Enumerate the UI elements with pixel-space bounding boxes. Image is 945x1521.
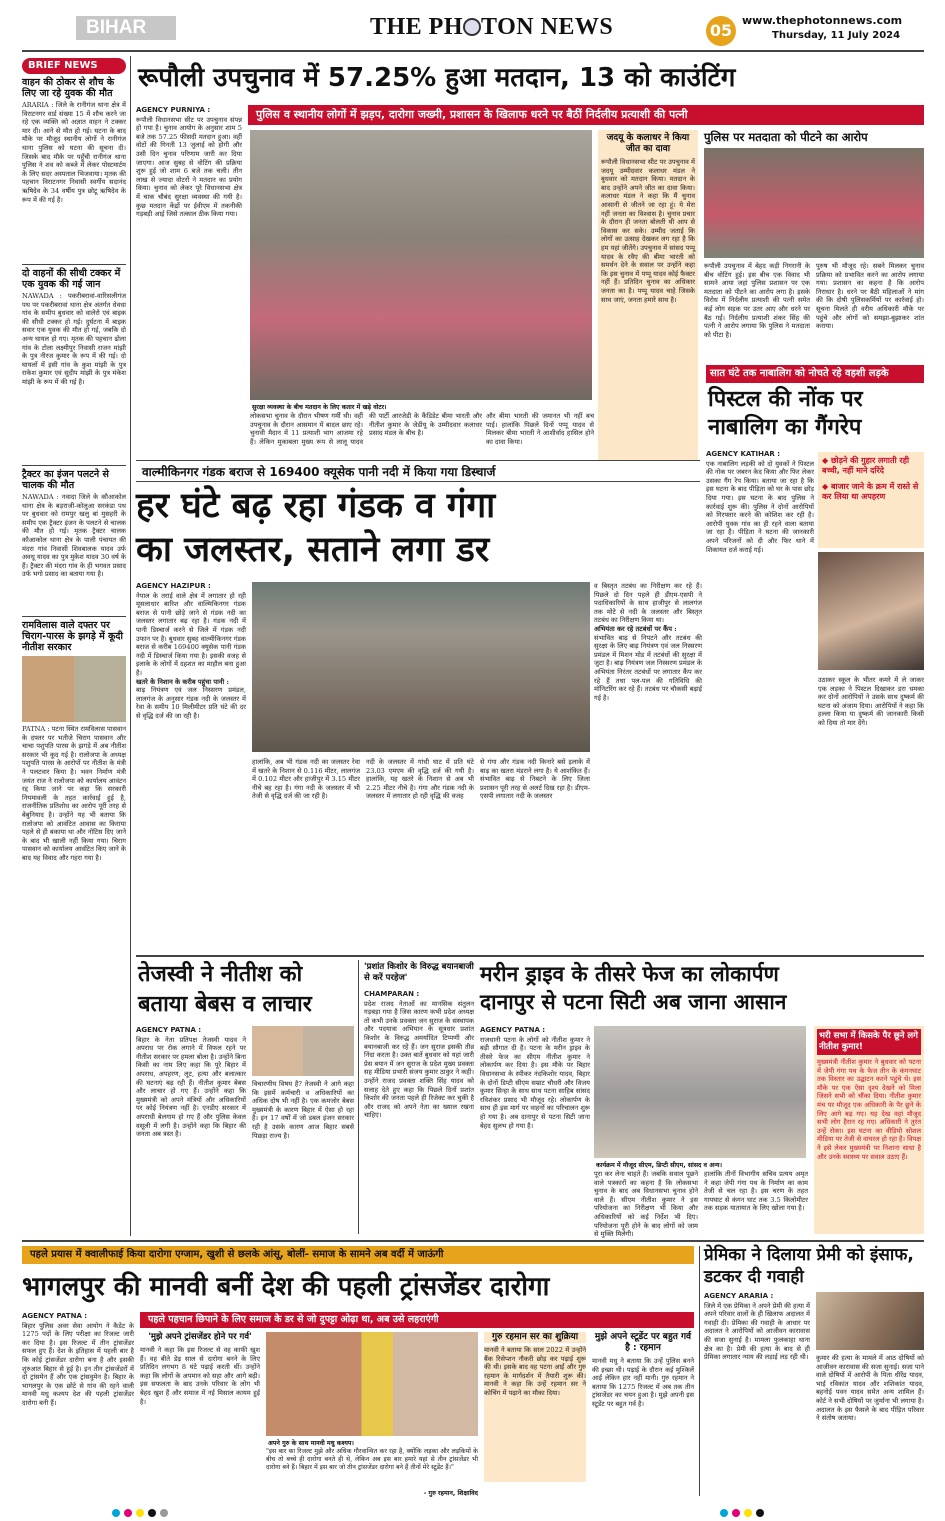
- lead-box-headline: जदयू के कलाधर ने किया जीत का दावा: [606, 133, 690, 154]
- brief-body: ARARIA : जिले के रानीगंज थाना क्षेत्र में विराटनगर वार्ड संख्या 15 में शौच करने जा रहे एक व्यक्ति को अज्ञात वाहन ने टक्कर मार दी। आने से मौत हो गई। घटना के बाद मौके पर मौजूद स्थानीय लोगों ने रानीगंज थाना पुलिस को घटना की सूचना दी। जिसके बाद मौके पर पहुँची रानीगंज थाना पुलिस ने शव को कब्जे में लेकर पोस्टमार्टम के लिए सदर अस्पताल भिजवाया। मृतक की पहचान विराटनगर निवासी स्वर्गीय सदानंद ऋषिदेव के 34 वर्षीय पुत्र छोटू ऋषिदेव के रूप में की गई है।: [22, 101, 126, 204]
- distressed-girl-photo: [818, 552, 924, 670]
- section-label: BIHAR: [76, 16, 176, 40]
- gandak-headline-2: का जलस्तर, सताने लगा डर: [136, 530, 490, 570]
- manvi-body-1: AGENCY PATNA : बिहार पुलिस अवर सेवा आयोग ने कैडेट के 1275 पदों के लिए परीक्षा का रिजल्ट जारी कर दिया है। इस रिजल्ट में तीन ट्रांसजेंडर सफल हुए हैं। देश के इतिहास में पहली बार है कि कोई ट्रांसजेंडर दारोगा बना है और इसकी शुरुआत बिहार से हुई है। इन तीन ट्रांसजेंडरों में दो ट्रांसमेन हैं और एक ट्रांसवुमेन है। बिहार के भागलपुर के एक छोटे से गांव की रहने वाली मानवी मधु कश्यप देश की पहली ट्रांसजेंडर दारोगा बनी हैं।: [22, 1312, 134, 1407]
- header-rule: [22, 50, 924, 52]
- premika-headline: प्रेमिका ने दिलाया प्रेमी को इंसाफ, डटकर दी गवाही: [704, 1245, 914, 1287]
- manvi-photo-caption: अपने गुरु के साथ मानवी मधु कश्यप।: [268, 1440, 354, 1447]
- beating-headline: पुलिस पर मतदाता को पीटने का आरोप: [704, 130, 868, 144]
- rahman-box: [592, 1332, 694, 1496]
- manvi-photo: [266, 1332, 478, 1436]
- gangrape-body-1: AGENCY KATIHAR : एक नाबालिग लड़की को दो युवकों ने पिस्टल की नोक पर जबरन केद किया और फिर लेकर उसका गैंग रेप किया। बताया जा रहा है कि इस घटना के बाद पीड़िता को घर के पास छोड़ दिया गया। इस घटना के बाद पुलिस ने कार्रवाई शुरू की। पुलिस ने दोनों आरोपियों को गिरफ्तार करने की कोशिश कर रही है। आरोपी युवक गांव का ही रहने वाला बताया जा रहा है। पीड़िता ने घटना की जानकारी अपने परिजनों को दी और फिर थाने में शिकायत दर्ज कराई गई।: [706, 450, 814, 554]
- print-registration-marks: [112, 1502, 352, 1512]
- gandak-body-5: से गंगा और गंडक नदी किनारे बसे इलाके में बाढ़ का खतरा मंडराने लगा है। ये आशंकित हैं। संभावित बाढ़ से निबटने के लिए जिला प्रशासन पूरी तरह से अलर्ट दिख रहा है। डीएम-एसपी लगातार नदी के जलस्तर: [480, 758, 590, 801]
- lead-headline: रूपौली उपचुनाव में 57.25% हुआ मतदान, 13 को काउंटिंग: [138, 63, 736, 93]
- gandak-subbanner: वाल्मीकिनगर गंडक बराज से 169400 क्यूसेक पानी नदी में किया गया डिस्चार्ज: [136, 460, 700, 482]
- rahman-headline: मुझे अपने स्टूडेंट पर बहुत गर्व है : रहमान: [594, 1332, 692, 1353]
- marine-photo-caption: कार्यक्रम में मौजूद सीएम, डिप्टी सीएम, सांसद व अन्य।: [596, 1162, 722, 1169]
- lead-body-4: और बीमा भारती की जमानत भी नहीं बच पाई। हालांकि पिछले दिनों पप्पू यादव से मिलकर बीमा भारती ने आशीर्वाद हासिल होने का दावा किया।: [486, 412, 594, 446]
- masthead: THE PH TON NEWS: [370, 14, 614, 40]
- tejashwi-headline: तेजस्वी ने नीतीश को बताया बेबस व लाचार: [138, 962, 312, 1017]
- voters-photo: [250, 130, 592, 400]
- rahman-body: मानवी मधु ने बताया कि उन्हें पुलिस बनने की इच्छा थी। पढ़ाई के दौरान कई मुश्किलें आईं लेकिन हार नहीं मानी। गुरु रहमान ने बताया कि 1275 रिजल्ट में अब तक तीन ट्रांसजेंडर का चयन हुआ है। मुझे अपनी इस स्टूडेंट पर बहुत गर्व है।: [592, 1357, 694, 1408]
- brief-news-label: BRIEF NEWS: [22, 58, 126, 74]
- premika-body-2: कुमार की हत्या के मामले में आठ दोषियों को आजीवन कारावास की सजा सुनाई। सजा पाने वाले दोषियों में आरोपी के पिता धीरेंद्र यादव, भाई रविकांत यादव और शशिकांत यादव, बहनोई पवन यादव समेत अन्य शामिल हैं। कोर्ट ने सभी दोषियों पर जुर्माना भी लगाया है। अदालत के इस फैसले के बाद पीड़ित परिवार ने संतोष जताया।: [816, 1354, 924, 1423]
- issue-date: Thursday, 11 July 2024: [772, 30, 901, 41]
- lead-body-1: AGENCY PURNIYA : रूपौली विधानसभा सीट पर उपचुनाव संपन्न हो गया है। चुनाव आयोग के अनुसार शाम 5 बजे तक 57.25 फीसदी मतदान हुआ। वहीं वोटों की गिनती 13 जुलाई को होगी और उसी दिन चुनाव परिणाम जारी कर दिया जाएगा। आज सुबह से वोटिंग की प्रक्रिया शुरू हुई जो शाम 6 बजे तक चली। तीन लाख से ज्यादा वोटरों ने मतदान का प्रयोग किया। चुनाव को लेकर पूरे विधानसभा क्षेत्र में चाक चौबंद सुरक्षा व्यवस्था की गयी है। कुछ मतदान केंद्रों पर ईवीएम में तकनीकी गड़बड़ी आई जिसे तत्काल ठीक किया गया।: [136, 106, 242, 219]
- manvi-subsub: पहले पहचान छिपाने के लिए समाज के डर से जो दुपट्टा ओढ़ा था, अब उसे लहराएंगी: [140, 1312, 694, 1328]
- pk-body: CHAMPARAN : प्रदेश राजद नेताओं का मानसिक संतुलन गड़बड़ा गया है जिस कारण कभी प्रदेश अध्यक्ष तो कभी उनके प्रवक्ता जन सुराज के संस्थापक और पदयात्रा अभियान के सूत्रधार प्रशांत किशोर के विरुद्ध अमर्यादित टिप्पणी और बयानबाजी कर रहे हैं। जन सुराज इसकी तीव्र निंदा करता है। उक्त बातें बुधवार को यहां जारी प्रेस बयान में जन सुराज के प्रदेश मुख्य प्रवक्ता सह मीडिया प्रभारी संजय कुमार ठाकुर ने कही। उन्होंने राजद प्रवक्ता शक्ति सिंह यादव को सलाह देते हुए कहा कि पिछले दिनों प्रशांत किशोर की जनता पहले ही रिजेक्ट कर चुकी है और राजद को अपने नेता का ख्याल रखना चाहिए।: [364, 990, 474, 1120]
- lead-box-body: रूपौली विधानसभा सीट पर उपचुनाव में जदयू उम्मीदवार कलाधर मंडल ने बुधवार को मतदान किया। मतदान के बाद उन्होंने अपने जीत का दावा किया। कलाधर मंडल ने कहा कि मैं चुनाव आसानी से जीतने जा रहा हूं। ये मेरा नहीं जनता का विश्वास है। चुनाव प्रचार के दौरान ही जनता बोलती थी आप से विकास कर सके। उम्मीद जताई कि लोगों का उत्साह देखकर लग रहा है कि हम यहां जीतेंगे। उपचुनाव में सांसद पप्पू यादव के रवैए की बीमा भारती को समर्थन देने के सवाल पर उन्होंने कहा कि इस चुनाव में पप्पू यादव कोई फैक्टर नहीं हैं। प्रतिदिन चुनाव का अधिकार जनता का है। पप्पू यादव चाहे जिसके साथ जाएं, जनता हमारे साथ है।: [601, 158, 695, 304]
- gandak-body-4: नदी के जलस्तर में गांधी घाट में प्रति घंटे 23.03 एमएम की वृद्धि दर्ज की गयी है। हालांकि, यह खतरे के निशान से अब भी 2.25 मीटर नीचे है। गंगा और गंडक नदी के जलस्तर में लगातार हो रही वृद्धि की वजह: [366, 758, 474, 801]
- lead-subbanner: पुलिस व स्थानीय लोगों में झड़प, दारोगा जख्मी, प्रशासन के खिलाफ धरने पर बैठीं निर्दलीय प्रत्याशी की पत्नी: [248, 105, 924, 125]
- manvi-quote-headline: 'मुझे अपने ट्रांसजेंडर होने पर गर्व': [148, 1332, 252, 1342]
- brief-headline: ट्रैक्टर का इंजन पलटने से चालक की मौत: [22, 469, 109, 491]
- gandak-body-3: हालांकि, अब भी गंडक नदी का जलस्तर रेवा में खतरे के निशान से 0.116 मीटर, लालगंज में 0.102 मीटर और हाजीपुर में 3.15 मीटर नीचे बह रहा है। गंगा नदी के जलस्तर में भी तेजी से वृद्धि दर्ज की जा रही है।: [252, 758, 360, 801]
- teacher-headline: गुरु रहमान सर का शुक्रिया: [484, 1332, 586, 1343]
- pk-headline: 'प्रशांत किशोर के विरुद्ध बयानबाजी से करें परहेज': [364, 962, 474, 983]
- river-photo: [252, 582, 590, 752]
- gangrape-bullets: [818, 452, 924, 548]
- voters-photo-caption: सुरक्षा व्यवस्था के बीच मतदान के लिए कतार में खड़े वोटर।: [252, 404, 387, 411]
- marine-headline: मरीन ड्राइव के तीसरे फेज का लोकार्पण दानापुर से पटना सिटी अब जाना आसान: [480, 962, 787, 1014]
- marine-body-2: पूरा कर लेना चाहते हैं। जबकि सवाल पूछने वाले पत्रकारों का कहना है कि लोकसभा चुनाव के बाद अब विधानसभा चुनाव होने वाले हैं। सीएम नीतीश कुमार ने इस परियोजना का निरीक्षण भी किया और अधिकारियों को कई निर्देश भी दिए। परियोजना पूरी होने के बाद लोगों को जाम से मुक्ति मिलेगी।: [594, 1170, 698, 1239]
- tejashwi-nitish-photo: [252, 1026, 354, 1076]
- premika-photo: [816, 1292, 924, 1350]
- manvi-headline: भागलपुर की मानवी बनीं देश की पहली ट्रांसजेंडर दारोगा: [22, 1272, 550, 1302]
- gandak-headline-1: हर घंटे बढ़ रहा गंडक व गंगा: [136, 486, 496, 526]
- bullet-icon: ◆: [822, 482, 831, 491]
- marine-event-photo: [594, 1026, 806, 1158]
- brief-headline: रामविलास वाले दफ्तर पर चिराग-पारस के झगड़े में कूदी नीतीश सरकार: [22, 620, 123, 653]
- gandak-body-1: AGENCY HAZIPUR : नेपाल के तराई वाले क्षेत्र में लगातार हो रही मूसलाधार बारिश और वाल्मिकिनगर गंडक बराज से पानी छोड़े जाने से गंडक नदी का जलस्तर लगातार बढ़ रहा है। गंडक नदी में पानी डिस्चार्ज करने से जिले में गंडक नदी उफान पर है। बुधवार सुबह वाल्मीकिनगर गंडक बराज से करीब 169400 क्यूसेक पानी गंडक नदी में डिस्चार्ज किया गया है। इसकी वजह से इलाके के लोगों में दहशत का माहौल बना हुआ है। खतरे के निशान के करीब पहुंचा पानी : बाढ़ नियंत्रण एवं जल निस्सरण प्रमंडल, लालगंज के अनुसार गंडक नदी के जलस्तर में रेवा के समीप 10 मिलीमीटर प्रति घंटे की दर से वृद्धि दर्ज की जा रही है।: [136, 582, 246, 720]
- lead-body-2: लोकसभा चुनाव के दौरान भीषण गर्मी थी। वहीं उपचुनाव के दौरान आसमान में बादल छाए रहे। चुनावी मैदान में 11 प्रत्याशी भाग आजमा रहे हैं। लेकिन मुकाबला मुख्य रूप से लालू यादव की पार्टी आरजेडी के कैंडिडेट बीमा भारती और नीतीश कुमार के जेडीयू के उम्मीदवार कलाधर प्रसाद मंडल के बीच है।: [250, 412, 482, 446]
- manvi-pullquote: "इस बार का रिजल्ट मुझे और अधिक गौरवान्वित कर रहा है, क्योंकि लड़का और लड़कियों के बीच तो बच्चे ही दारोगा बनते ही थे, लेकिन अब इस बार हमारे यहां से तीन ट्रांसजेंडर भी दारोगा बने हैं। बिहार में इस बार जो तीन ट्रांसजेंडर दारोगा बने हैं तीनों मेरे स्टूडेंट हैं।" - गुरु रहमान, शिक्षाविद: [266, 1448, 478, 1497]
- gangrape-headline: पिस्टल की नोंक पर नाबालिग का गैंगरेप: [708, 387, 863, 440]
- gandak-body-6: व बिस्तृत तटबंध का निरीक्षण कर रहे हैं। पिछले दो दिन पहले ही डीएम-एसपी ने पदाधिकारियों के साथ हाजीपुर से लालगंज तक मोटे से नदी के जलस्तर और बिस्तृत तटबंध का निरीक्षण किया था। अभियंता कर रहे तटबंधों पर कैंप : संभावित बाढ़ से निपटने और तटबंध की सुरक्षा के लिए बाढ़ नियंत्रण एवं जल निस्सरण प्रमंडल में मिशन मोड में तटबंधों की सुरक्षा में जुटा है। बाढ़ नियंत्रण जल निस्सरण प्रमंडल के अभियंता निरंतर तटबंधों पर लगातार कैंप कर रहे हैं तथा पल-पल की गतिविधि की मॉनिटरिंग कर रहे हैं। तटबंध पर चौकसी बढ़ाई गई है।: [594, 582, 702, 702]
- nitish-box-headline: भरी सभा में किसके पैर छूने लगे नीतीश कुमार!: [817, 1029, 921, 1055]
- protest-photo: [704, 148, 924, 258]
- politicians-photo: [22, 656, 126, 722]
- bullet-icon: ◆: [822, 456, 831, 465]
- manvi-subbanner: पहले प्रयास में क्वालीफाई किया दारोगा एग्जाम, खुशी से छलके आंसू, बोलीं- समाज के सामने अब वर्दी में जाऊंगी: [22, 1246, 694, 1264]
- gangrape-body-2: उठाकर स्कूल के भीतर कमरे में ले जाकर एक लड़का ने पिस्टल दिखाकर डरा धमका कर दोनों आरोपियों ने उसके साथ दुष्कर्म की घटना को अंजाम दिया। आरोपियों ने कहा कि हल्ला किया या दुष्कर्म की जानकारी किसी को दिया तो मार देंगे।: [818, 676, 924, 727]
- beating-body-2: पुरुष भी मौजूद रहे। सबने मिलकर चुनाव प्रक्रिया को प्रभावित करने का आरोप लगाया गया। प्रशासन का कहना है कि आरोप निराधार है। धरने पर बैठी महिलाओं ने मांग की कि दोषी पुलिसकर्मियों पर कार्रवाई हो। सूचना मिलते ही वरीय अधिकारी मौके पर पहुंचे और लोगों को समझा-बुझाकर शांत कराया।: [816, 262, 924, 331]
- nitish-box: [814, 1026, 924, 1234]
- marine-body-1: AGENCY PATNA : राजधानी पटना के लोगों को नीतीश कुमार ने बड़ी सौगात दी है। पटना के मरीन ड्राइव के तीसरे फेज का सीएम नीतीश कुमार ने लोकार्पण कर दिया है। इस मौके पर बिहार विधानसभा के स्पीकर नंदकिशोर यादव, बिहार के दोनों डिप्टी सीएम सम्राट चौधरी और विजय कुमार सिन्हा के साथ साथ पटना साहिब सांसद रविशंकर प्रसाद भी मौजूद रहे। लोकार्पण के साथ ही इस मार्ग पर वाहनों का परिचालन शुरू हो गया है। अब दानापुर से पटना सिटी जाना बेहद सुलभ हो गया है।: [480, 1026, 590, 1130]
- site-url[interactable]: www.thephotonnews.com: [742, 14, 903, 27]
- lead-box: [598, 130, 698, 460]
- marine-body-3: हालांकि तीनों विभागीय सचिव प्रत्यय अमृत ने कहा जेपी गंगा पथ के निर्माण का काम तेजी से चल रहा है। इस चरण के तहत गायघाट से कंगन घाट तक 3.5 किलोमीटर तक सड़क यातायात के लिए खोला गया है।: [704, 1170, 808, 1213]
- tejashwi-body-2: विचारणीय विषय है? तेजस्वी ने आगे कहा कि इसमें कर्मचारी व अधिकारियों का अधिक दोष भी नहीं है। एक कमजोर बेबस मुख्यमंत्री के कारण बिहार में ऐसा हो रहा है। इन 17 वर्षों में जो डबल इंजन सरकार रही है उसके कारण आज बिहार सबसे पिछड़ा राज्य है।: [252, 1080, 354, 1140]
- manvi-quote-body: मानवी ने कहा कि इस रिजल्ट से वह काफी खुश हैं। वह बीते डेढ़ साल से दारोगा बनने के लिए प्रतिदिन लगभग 8 घंटे पढ़ाई करती थीं। उन्होंने कहा कि लोगों के अपमान को सहा और आगे बढ़ी। इस सफलता के बाद उनके परिवार के लोग भी बेहद खुश हैं और समाज में नई मिसाल कायम हुई है।: [140, 1346, 260, 1406]
- print-registration-marks: [720, 1502, 840, 1512]
- gangrape-bullet: ◆ छोड़ने की गुहार लगाती रही बच्ची, नहीं माने दरिंदे: [822, 456, 910, 475]
- gangrape-bullet: ◆ बाजार जाने के क्रम में रास्ते से कर लिया था अपहरण: [822, 482, 919, 501]
- manvi-quote-box: [140, 1332, 260, 1496]
- brief-headline: दो वाहनों की सीधी टक्कर में एक युवक की गई जान: [22, 268, 121, 290]
- brief-body: NAWADA : पकरीबरावां-वारिसलीगंज पथ पर पकरीबरावां थाना क्षेत्र अंतर्गत धेवधा गांव के समीप बुधवार को वालेरो एवं बाइक की सीधी टक्कर हो गई। दुर्घटना में बाइक सवार एक युवक की मौत हो गई, जबकि दो अन्य घायल हो गए। मृतक की पहचान ढोला गांव के टोला लक्ष्मीपुर निवासी राजन मांझी के पुत्र नीरज कुमार के रूप में की गई। दो घायलों में इसी गांव के कुश मांझी के पुत्र राकेश कुमार एवं सुदीप मांझी के पुत्र मंकेश मांझी के रूप में की गई है।: [22, 292, 126, 386]
- camera-logo-icon: [463, 18, 481, 36]
- teacher-body: मानवी ने बताया कि साल 2022 में उन्होंने बैंक रिसेप्शन नौकरी छोड़ कर पढ़ाई शुरू की थी। इसके बाद वह पटना आईं और गुरु रहमान के मार्गदर्शन में तैयारी शुरू की। मानवी ने कहा कि उन्हें रहमान सर ने कोचिंग में पढ़ाने का मौका दिया।: [484, 1346, 586, 1482]
- tejashwi-body-1: AGENCY PATNA : बिहार के नेता प्रतिपक्ष तेजस्वी यादव ने अपराध पर रोक लगाने में विफल रहने पर नीतीश सरकार पर हमला बोला है। उन्होंने बिना किसी का नाम लिए कहा कि पूरे बिहार में अपराध, अपहरण, लूट, हत्या और बलात्कार की घटनाएं बढ़ रही हैं। नीतीश कुमार बेबस और लाचार हो गए हैं। उन्होंने कहा कि मुख्यमंत्री को अपने मंत्रियों और अधिकारियों पर कोई नियंत्रण नहीं है। एनडीए सरकार में अपराधी बेलगाम हो गए हैं और पुलिस केवल वसूली में लगी है। उन्होंने कहा कि बिहार की जनता अब त्रस्त है।: [136, 1026, 246, 1139]
- teacher-box: [484, 1332, 586, 1496]
- brief-body: PATNA : पटना स्थित रामविलास पासवान के दफ्तर पर भतीजे चिराग पासवान और चाचा पशुपति पारस के झगड़े में अब नीतीश सरकार भी कूद गई है। रालोजपा के अध्यक्ष पशुपति पारस के आरोपों पर नीतीश के मंत्री ने पलटवार किया है। भवन निर्माण मंत्री जयंत राज ने रालोजपा को कार्यालय आवंटन रद्द किया जाने पर कहा कि सरकारी नियमावली के तहत कार्रवाई हुई है, राजनीतिक प्रतिशोध का आरोप पूरी तरह से बेबुनियाद है। उन्होंने यह भी बताया कि रालोजपा को आवंटित आवास का किराया पहले से ही बकाया था और नोटिस दिए जाने के बाद भी खाली नहीं किया गया। चिराग पासवान को कार्यालय आवंटित किए जाने के बाद यह विवाद और गहरा गया है।: [22, 725, 126, 862]
- brief-headline: वाहन की ठोकर से शौच के लिए जा रहे युवक की मौत: [22, 77, 115, 99]
- page-number: 05: [706, 16, 736, 46]
- beating-body-1: रूपौली उपचुनाव में बेहद कड़ी निगरानी के बीच वोटिंग हुई। इस बीच एक विवाद भी सामने आया जहां पुलिस प्रशासन पर एक मतदाता को पीटने का आरोप लगा है। इसके विरोध में निर्दलीय प्रत्याशी की पत्नी समेत कई लोग सड़क पर उतर आए और धरने पर बैठ गईं। निर्दलीय प्रत्याशी शंकर सिंह की पत्नी ने आरोप लगाया कि पुलिस ने मतदाता को पीटा है।: [704, 262, 810, 339]
- gangrape-subbanner: सात घंटे तक नाबालिग को नोचते रहे वहशी लड़के: [706, 365, 924, 383]
- nitish-box-body: मुख्यमंत्री नीतीश कुमार ने बुधवार को पटना में जेपी गंगा पथ के फेज तीन के कंगनघाट तक विस्तार का उद्घाटन करने पहुंचे थे। इस मौके पर एक ऐसा दृश्य देखने को मिला जिसने सभी को चौंका दिया। नीतीश कुमार मंच पर मौजूद एक अधिकारी के पैर छूने के लिए आगे बढ़ गए। यह देख वहां मौजूद सभी लोग हैरान रह गए। अधिकारी ने तुरंत उन्हें रोका। इस घटना का वीडियो सोशल मीडिया पर तेजी से वायरल हो रहा है। विपक्ष ने इसे लेकर मुख्यमंत्री पर निशाना साधा है और उनके स्वास्थ्य पर सवाल उठाए हैं।: [817, 1058, 921, 1161]
- brief-body: NAWADA : नवादा जिले के कौआकोल थाना क्षेत्र के बड़राजी-कोलुआ सरकंडा पथ पर बुधवार को रामपुर खलु बां मुसहरी के समीप एक ट्रैक्टर इंजन के पलटने से चालक की मौत हो गई। मृतक ट्रैक्टर चालक कौआकोल थाना क्षेत्र के पाली पंचायत की मंदरा गांव निवासी शिवबालक यादव उर्फ अवधू यादव का पुत्र मुकेश यादव 30 वर्ष के हैं। ट्रैक्टर की मंदरा गांव के ही भगवत प्रसाद उर्फ भगो प्रसाद का बताया गया है।: [22, 493, 126, 579]
- premika-body-1: AGENCY ARARIA : जिले में एक प्रेमिका ने अपने प्रेमी की हत्या में अपने परिवार वालों के ही खिलाफ अदालत में गवाही दी। प्रेमिका की गवाही के आधार पर अदालत ने आरोपियों को आजीवन कारावास की सजा सुनाई है। मामला फुलकाहा थाना क्षेत्र का है। प्रेमी की हत्या के बाद से ही प्रेमिका लगातार न्याय की लड़ाई लड़ रही थी।: [704, 1292, 810, 1362]
